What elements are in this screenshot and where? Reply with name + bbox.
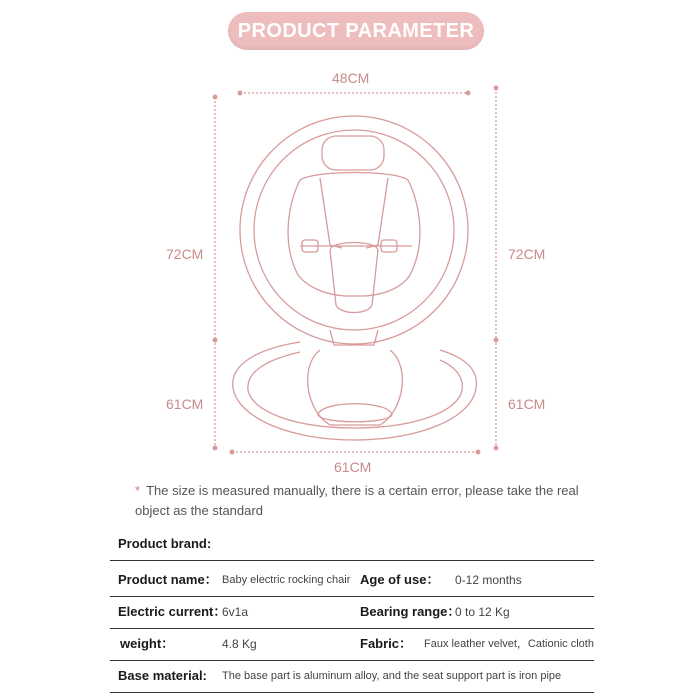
- right-base-label: 61CM: [508, 396, 546, 412]
- base-value: The base part is aluminum alloy, and the seat support part is iron pipe: [222, 670, 562, 682]
- base-label: Base material:: [118, 668, 207, 683]
- fabric-value: Faux leather velvet，Cationic cloth: [424, 638, 594, 650]
- name-value: Baby electric rocking chair: [222, 574, 351, 586]
- base-arc-inner: [248, 352, 462, 428]
- current-label: Electric current：: [118, 604, 227, 619]
- bottom-width-line: [230, 450, 480, 454]
- base-foot: [318, 404, 392, 422]
- name-label: Product name：: [118, 572, 218, 587]
- right-height-line: [494, 86, 498, 450]
- spec-row-base: [110, 660, 594, 693]
- left-height-label: 72CM: [166, 246, 204, 262]
- weight-value: 4.8 Kg: [222, 637, 257, 651]
- bearing-value: 0 to 12 Kg: [455, 605, 510, 619]
- brand-label: Product brand:: [118, 536, 212, 551]
- harness: [320, 178, 388, 248]
- spec-row-brand: [110, 528, 594, 561]
- age-label: Age of use：: [360, 572, 440, 587]
- inner-ring: [254, 130, 454, 330]
- measurement-note: [135, 481, 595, 521]
- fabric-label: Fabric：: [360, 636, 413, 651]
- top-width-label: 48CM: [332, 70, 370, 86]
- seat-bump: [330, 243, 378, 313]
- current-value: 6v1a: [222, 605, 249, 619]
- seat-body: [288, 173, 420, 297]
- right-height-label: 72CM: [508, 246, 546, 262]
- age-value: 0-12 months: [455, 573, 522, 587]
- note-star: *: [135, 483, 141, 498]
- spec-row-weight: [110, 628, 594, 661]
- spec-row-name: [110, 564, 594, 597]
- page-title: PRODUCT PARAMETER: [237, 19, 475, 42]
- weight-label: weight：: [120, 636, 175, 651]
- top-width-line: [238, 91, 470, 95]
- left-base-label: 61CM: [166, 396, 204, 412]
- bearing-label: Bearing range：: [360, 604, 461, 619]
- spec-row-current: [110, 596, 594, 629]
- note-text: The size is measured manually, there is a certain error, please take the real object as the standard: [135, 483, 579, 518]
- headrest: [322, 136, 384, 170]
- base-center: [308, 350, 403, 425]
- outer-ring: [240, 116, 468, 344]
- bottom-width-label: 61CM: [334, 459, 372, 475]
- left-height-line: [213, 95, 217, 450]
